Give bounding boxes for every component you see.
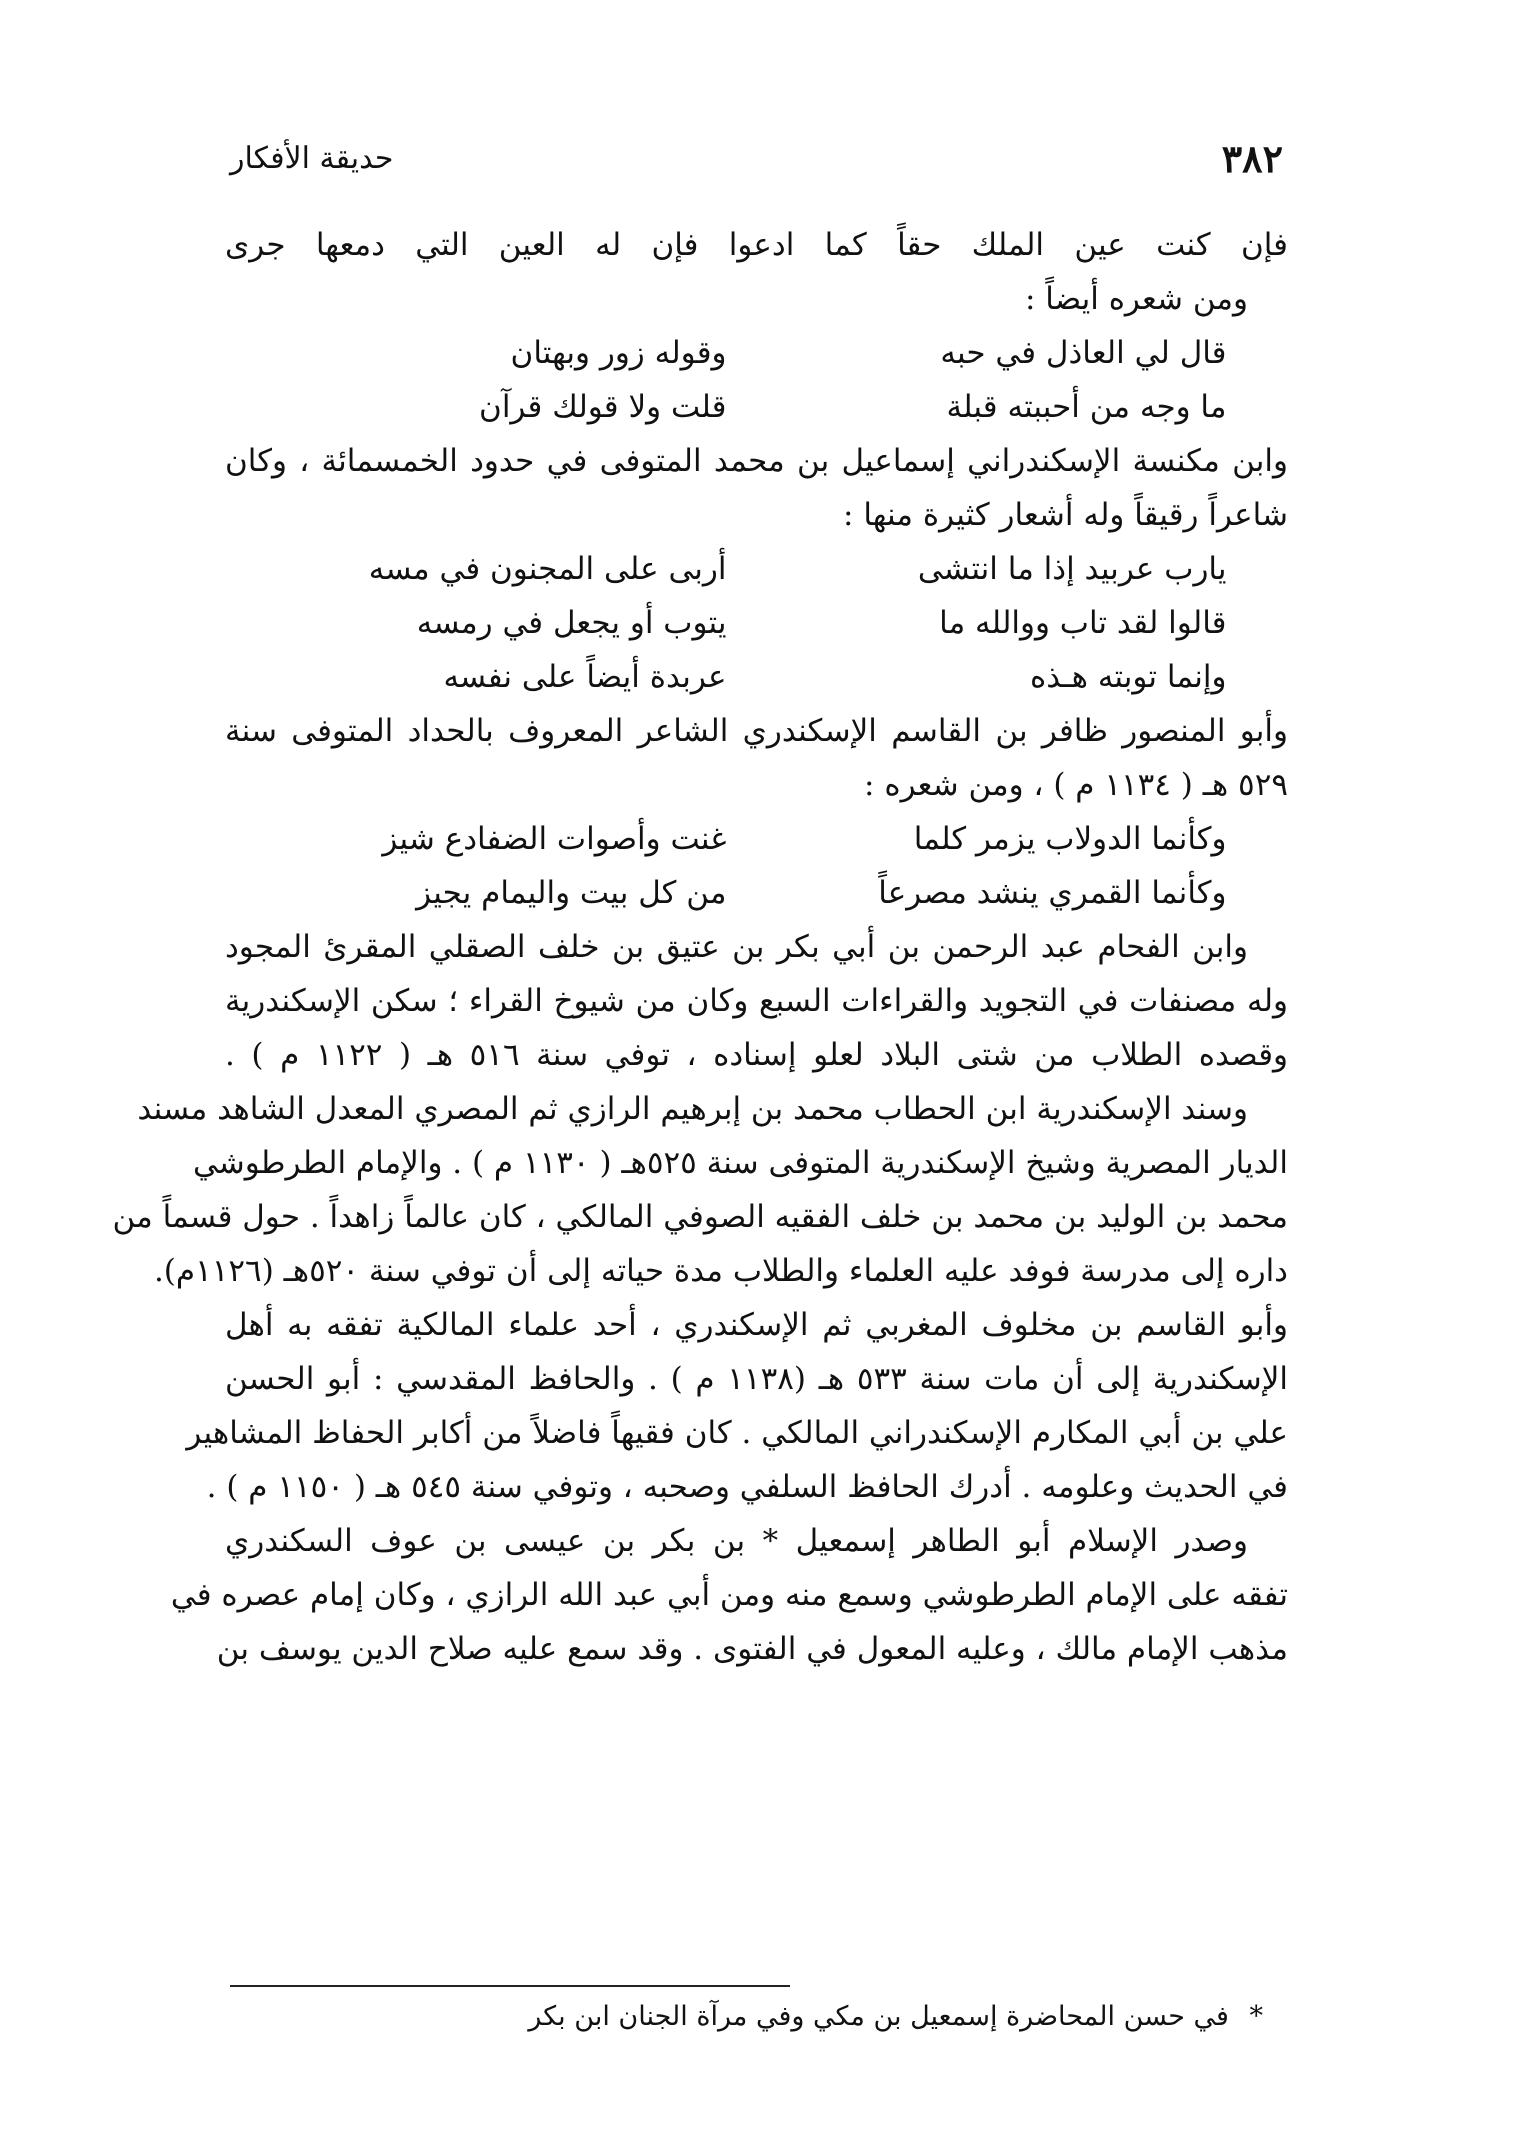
text-line: فإن كنت عين الملك حقاً كما ادعوا فإن له العين التي دمعها جرى <box>225 227 1288 263</box>
running-title: حديقة الأفكار <box>230 140 394 176</box>
page-header <box>230 128 1283 188</box>
verse <box>225 542 1288 596</box>
footnote-text: في حسن المحاضرة إسمعيل بن مكي وفي مرآة الجنان ابن بكر <box>528 2001 1229 2032</box>
text-line: ٥٢٩ هـ ( ١١٣٤ م ) ، ومن شعره : <box>864 767 1288 803</box>
footnote-mark: * <box>1249 2001 1263 2032</box>
verse <box>225 326 1288 380</box>
verse <box>225 596 1288 650</box>
text-line: وابن مكنسة الإسكندراني إسماعيل بن محمد المتوفى في حدود الخمسمائة ، وكان <box>225 443 1288 479</box>
verse-hemistich: قالوا لقد تاب ووالله ما <box>939 605 1227 641</box>
footnote <box>230 1995 1263 2039</box>
verse-hemistich: وقوله زور وبهتان <box>510 335 727 371</box>
text-line: داره إلى مدرسة فوفد عليه العلماء والطلاب مدة حياته إلى أن توفي سنة ٥٢٠هـ (١١٢٦م). <box>153 1253 1288 1289</box>
text-line: محمد بن الوليد بن محمد بن خلف الفقيه الصوفي المالكي ، كان عالماً زاهداً . حول قسماً من <box>112 1199 1288 1235</box>
verse <box>225 380 1288 434</box>
text-line: وسند الإسكندرية ابن الحطاب محمد بن إبرهيم الرازي ثم المصري المعدل الشاهد مسند <box>137 1091 1248 1127</box>
text-line: وأبو المنصور ظافر بن القاسم الإسكندري الشاعر المعروف بالحداد المتوفى سنة <box>225 713 1288 749</box>
verse-hemistich: أربى على المجنون في مسه <box>368 551 727 587</box>
text-line: مذهب الإمام مالك ، وعليه المعول في الفتوى . وقد سمع عليه صلاح الدين يوسف بن <box>216 1631 1288 1667</box>
verse <box>225 866 1288 920</box>
verse-hemistich: ما وجه من أحببته قبلة <box>946 389 1227 425</box>
footnote-divider <box>230 1985 790 1987</box>
text-line: في الحديث وعلومه . أدرك الحافظ السلفي وصحبه ، وتوفي سنة ٥٤٥ هـ ( ١١٥٠ م ) . <box>206 1469 1288 1505</box>
verse-hemistich: يارب عربيد إذا ما انتشى <box>917 551 1227 587</box>
verse-hemistich: يتوب أو يجعل في رمسه <box>416 605 727 641</box>
verse <box>225 812 1288 866</box>
page-number: ٣٨٢ <box>1221 135 1283 181</box>
verse-hemistich: وإنما توبته هـذه <box>1030 659 1227 695</box>
verse-hemistich: عربدة أيضاً على نفسه <box>443 659 727 695</box>
text-line: وابن الفحام عبد الرحمن بن أبي بكر بن عتيق بن خلف الصقلي المقرئ المجود <box>225 929 1248 965</box>
text-line: وقصده الطلاب من شتى البلاد لعلو إسناده ، توفي سنة ٥١٦ هـ ( ١١٢٢ م ) . <box>225 1037 1288 1073</box>
verse-hemistich: غنت وأصوات الضفادع شيز <box>382 821 727 857</box>
text-line: الديار المصرية وشيخ الإسكندرية المتوفى سنة ٥٢٥هـ ( ١١٣٠ م ) . والإمام الطرطوشي <box>192 1145 1288 1181</box>
text-line: وأبو القاسم بن مخلوف المغربي ثم الإسكندري ، أحد علماء المالكية تفقه به أهل <box>225 1307 1288 1343</box>
text-line: علي بن أبي المكارم الإسكندراني المالكي . كان فقيهاً فاضلاً من أكابر الحفاظ المشاهير <box>186 1415 1288 1451</box>
verse-hemistich: قلت ولا قولك قرآن <box>479 389 727 425</box>
verse-hemistich: وكأنما الدولاب يزمر كلما <box>913 821 1227 857</box>
text-line: تفقه على الإمام الطرطوشي وسمع منه ومن أبي عبد الله الرازي ، وكان إمام عصره في <box>170 1577 1288 1613</box>
text-line: وله مصنفات في التجويد والقراءات السبع وكان من شيوخ القراء ؛ سكن الإسكندرية <box>225 983 1288 1019</box>
page-body <box>112 218 1288 1676</box>
text-line: وصدر الإسلام أبو الطاهر إسمعيل * بن بكر بن عيسى بن عوف السكندري <box>225 1523 1248 1559</box>
verse-hemistich: وكأنما القمري ينشد مصرعاً <box>878 875 1227 911</box>
verse <box>225 650 1288 704</box>
text-line: ومن شعره أيضاً : <box>1024 281 1248 317</box>
verse-hemistich: من كل بيت واليمام يجيز <box>416 875 727 911</box>
text-line: شاعراً رقيقاً وله أشعار كثيرة منها : <box>843 497 1288 533</box>
text-line: الإسكندرية إلى أن مات سنة ٥٣٣ هـ (١١٣٨ م ) . والحافظ المقدسي : أبو الحسن <box>225 1361 1288 1397</box>
verse-hemistich: قال لي العاذل في حبه <box>940 335 1227 371</box>
